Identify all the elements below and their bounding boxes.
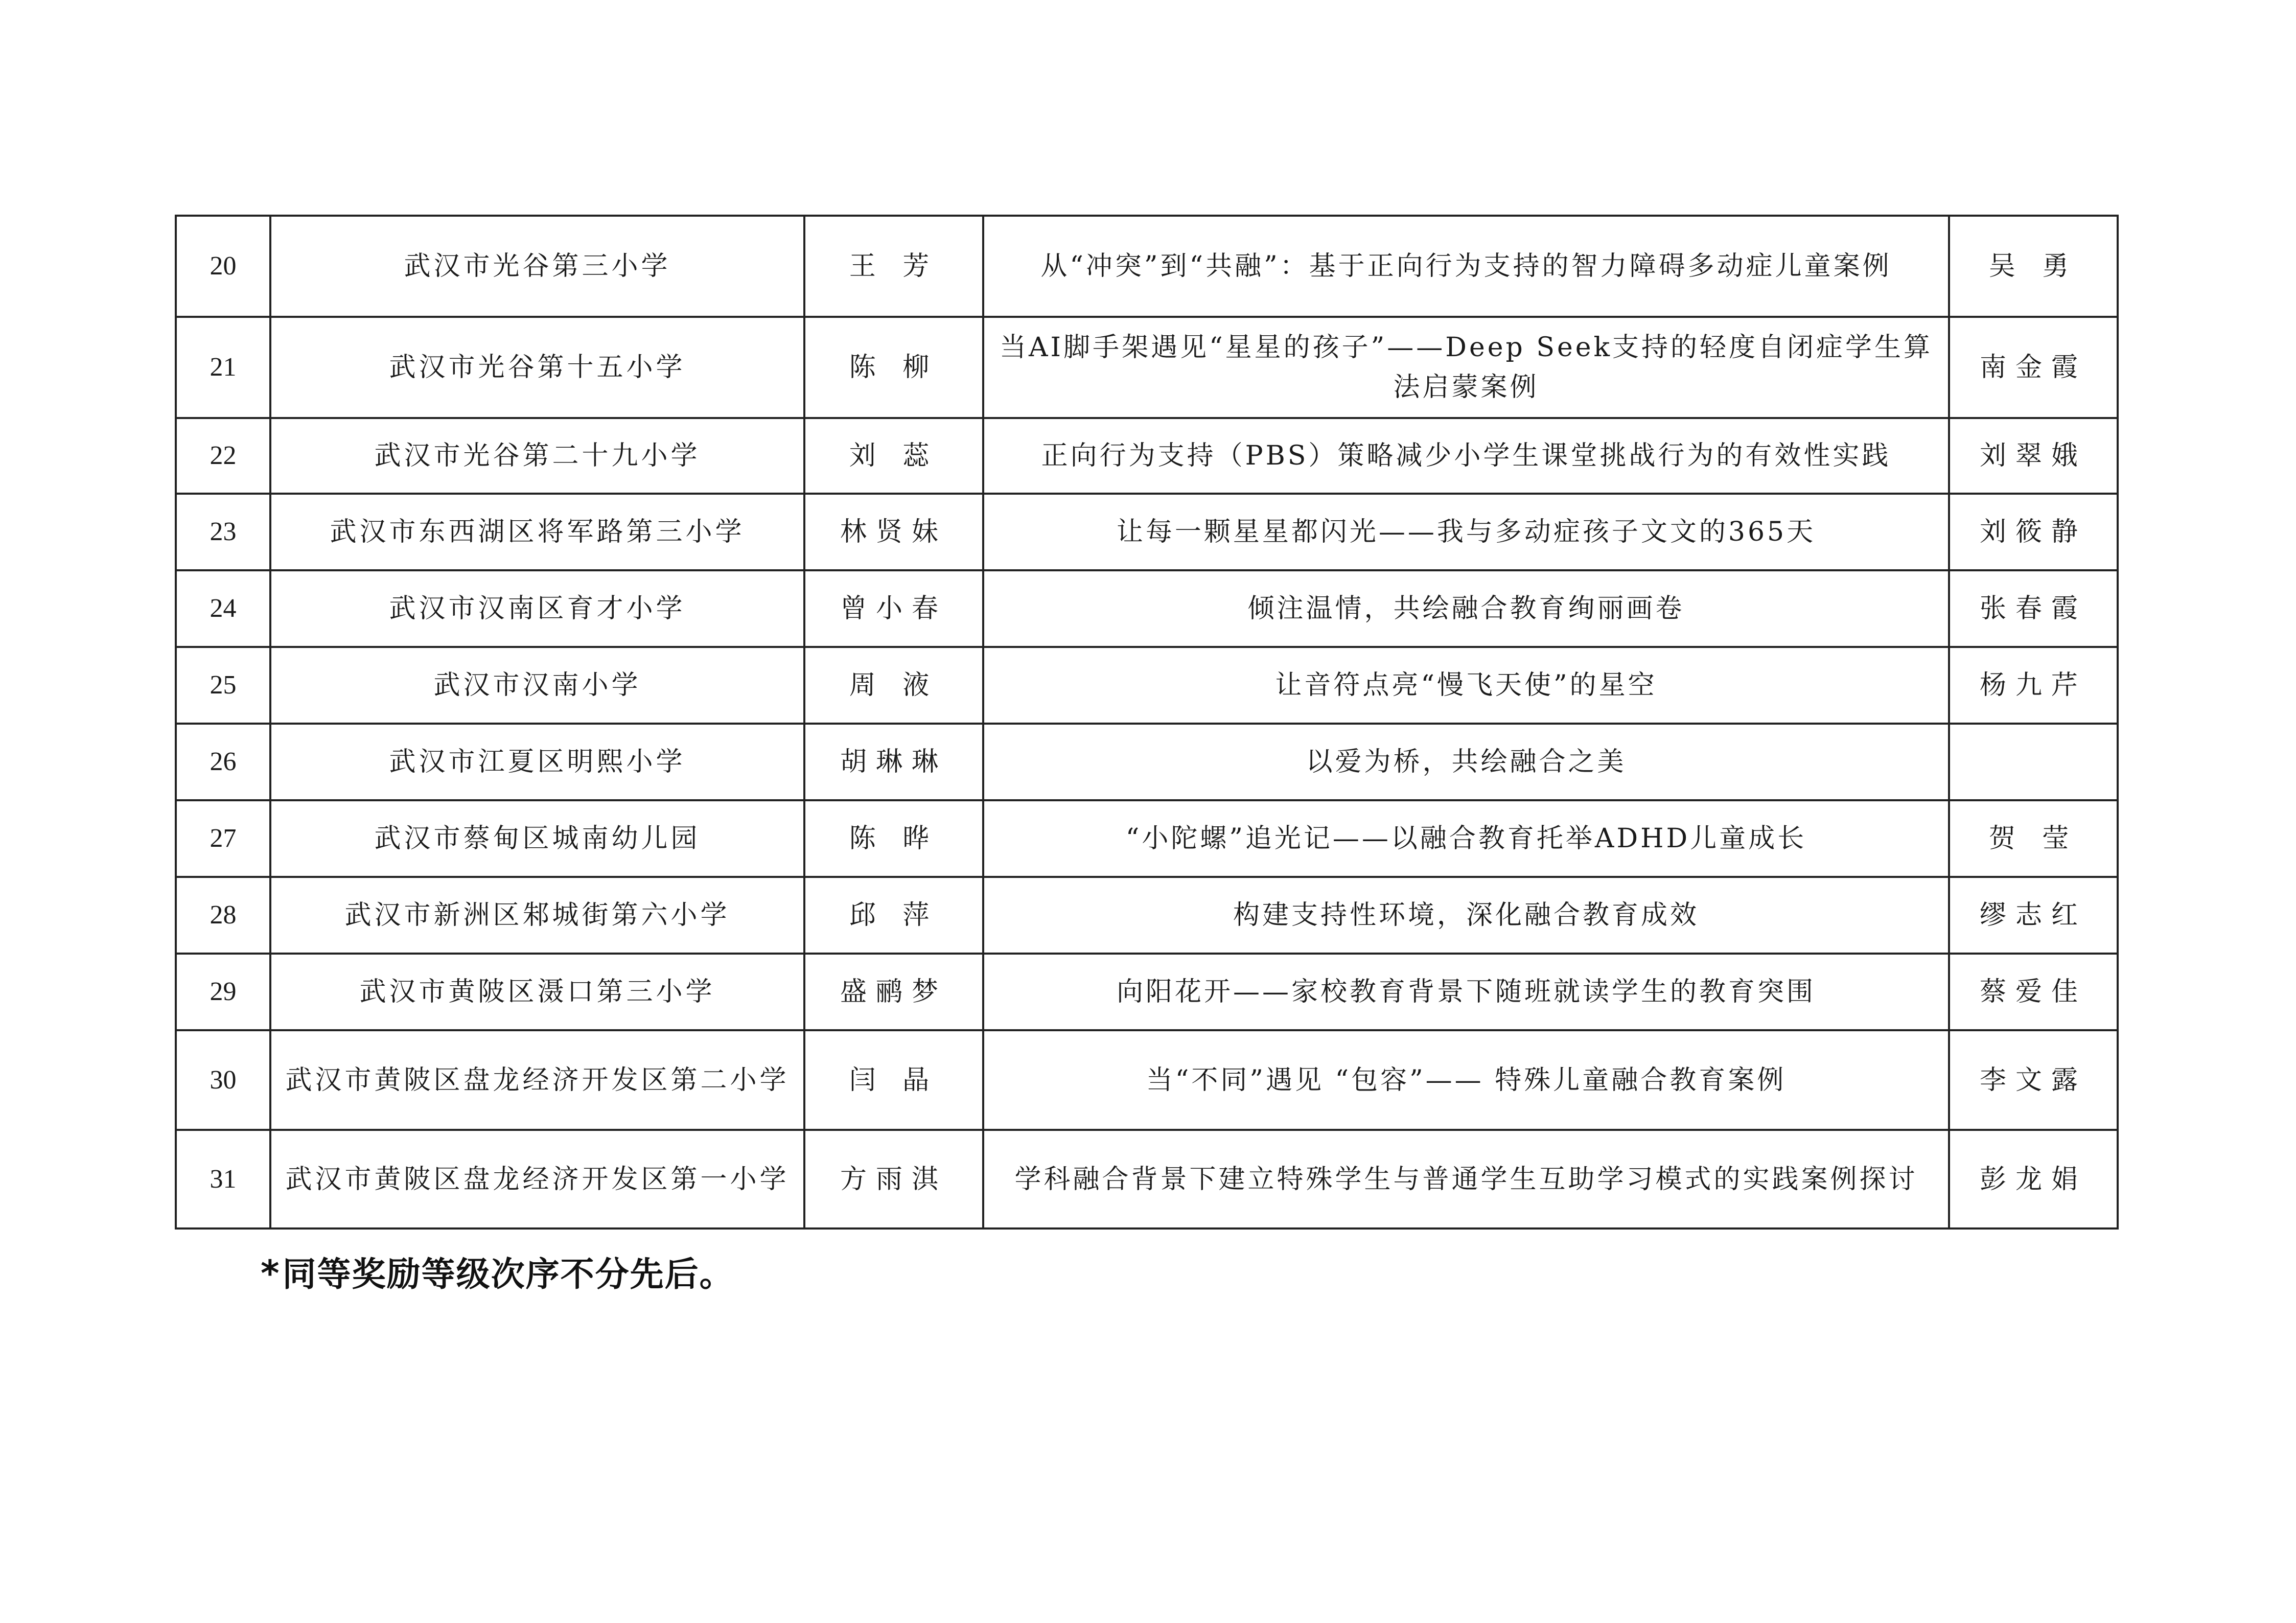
case-title: 构建支持性环境，深化融合教育成效 — [983, 877, 1949, 954]
school-name: 武汉市东西湖区将军路第三小学 — [270, 494, 804, 570]
footnote-text: 同等奖励等级次序不分先后。 — [282, 1255, 734, 1294]
footnote — [261, 1247, 734, 1295]
author-name: 方雨淇 — [804, 1130, 983, 1228]
case-title: 正向行为支持（PBS）策略减少小学生课堂挑战行为的有效性实践 — [983, 418, 1949, 494]
row-number: 28 — [176, 877, 270, 954]
school-name: 武汉市光谷第三小学 — [270, 216, 804, 317]
case-title: 以爱为桥，共绘融合之美 — [983, 724, 1949, 800]
table-row — [176, 1130, 2118, 1228]
supervisor-name: 蔡爱佳 — [1949, 954, 2118, 1030]
table-row — [176, 216, 2118, 317]
table-row — [176, 877, 2118, 954]
case-title: 当“不同”遇见 “包容”—— 特殊儿童融合教育案例 — [983, 1030, 1949, 1130]
case-title: 倾注温情，共绘融合教育绚丽画卷 — [983, 570, 1949, 647]
author-name: 邱 萍 — [804, 877, 983, 954]
school-name: 武汉市黄陂区滠口第三小学 — [270, 954, 804, 1030]
supervisor-name: 彭龙娟 — [1949, 1130, 2118, 1228]
asterisk: * — [261, 1253, 281, 1294]
supervisor-name — [1949, 724, 2118, 800]
case-title: 向阳花开——家校教育背景下随班就读学生的教育突围 — [983, 954, 1949, 1030]
row-number: 22 — [176, 418, 270, 494]
table-row — [176, 317, 2118, 418]
table-row — [176, 647, 2118, 724]
table-row — [176, 418, 2118, 494]
author-name: 林贤妹 — [804, 494, 983, 570]
supervisor-name: 李文露 — [1949, 1030, 2118, 1130]
table-row — [176, 724, 2118, 800]
row-number: 26 — [176, 724, 270, 800]
supervisor-name: 吴 勇 — [1949, 216, 2118, 317]
school-name: 武汉市汉南小学 — [270, 647, 804, 724]
author-name: 闫 晶 — [804, 1030, 983, 1130]
supervisor-name: 刘翠娥 — [1949, 418, 2118, 494]
author-name: 刘 蕊 — [804, 418, 983, 494]
row-number: 29 — [176, 954, 270, 1030]
author-name: 周 液 — [804, 647, 983, 724]
supervisor-name: 缪志红 — [1949, 877, 2118, 954]
table-row — [176, 954, 2118, 1030]
school-name: 武汉市光谷第十五小学 — [270, 317, 804, 418]
row-number: 30 — [176, 1030, 270, 1130]
supervisor-name: 杨九芹 — [1949, 647, 2118, 724]
author-name: 曾小春 — [804, 570, 983, 647]
case-title: 当AI脚手架遇见“星星的孩子”——Deep Seek支持的轻度自闭症学生算法启蒙案例 — [983, 317, 1949, 418]
case-title: 学科融合背景下建立特殊学生与普通学生互助学习模式的实践案例探讨 — [983, 1130, 1949, 1228]
supervisor-name: 贺 莹 — [1949, 800, 2118, 877]
author-name: 陈 晔 — [804, 800, 983, 877]
author-name: 盛鹂梦 — [804, 954, 983, 1030]
case-title: 从“冲突”到“共融”：基于正向行为支持的智力障碍多动症儿童案例 — [983, 216, 1949, 317]
author-name: 胡琳琳 — [804, 724, 983, 800]
table-row — [176, 570, 2118, 647]
school-name: 武汉市蔡甸区城南幼儿园 — [270, 800, 804, 877]
school-name: 武汉市汉南区育才小学 — [270, 570, 804, 647]
supervisor-name: 张春霞 — [1949, 570, 2118, 647]
author-name: 陈 柳 — [804, 317, 983, 418]
supervisor-name: 刘筱静 — [1949, 494, 2118, 570]
row-number: 20 — [176, 216, 270, 317]
row-number: 23 — [176, 494, 270, 570]
row-number: 21 — [176, 317, 270, 418]
table-row — [176, 494, 2118, 570]
table-row — [176, 800, 2118, 877]
table-row — [176, 1030, 2118, 1130]
case-title: 让音符点亮“慢飞天使”的星空 — [983, 647, 1949, 724]
author-name: 王 芳 — [804, 216, 983, 317]
row-number: 24 — [176, 570, 270, 647]
award-table — [175, 215, 2119, 1230]
school-name: 武汉市黄陂区盘龙经济开发区第二小学 — [270, 1030, 804, 1130]
school-name: 武汉市江夏区明熙小学 — [270, 724, 804, 800]
school-name: 武汉市新洲区邾城街第六小学 — [270, 877, 804, 954]
school-name: 武汉市黄陂区盘龙经济开发区第一小学 — [270, 1130, 804, 1228]
supervisor-name: 南金霞 — [1949, 317, 2118, 418]
case-title: 让每一颗星星都闪光——我与多动症孩子文文的365天 — [983, 494, 1949, 570]
row-number: 25 — [176, 647, 270, 724]
row-number: 27 — [176, 800, 270, 877]
school-name: 武汉市光谷第二十九小学 — [270, 418, 804, 494]
row-number: 31 — [176, 1130, 270, 1228]
case-title: “小陀螺”追光记——以融合教育托举ADHD儿童成长 — [983, 800, 1949, 877]
